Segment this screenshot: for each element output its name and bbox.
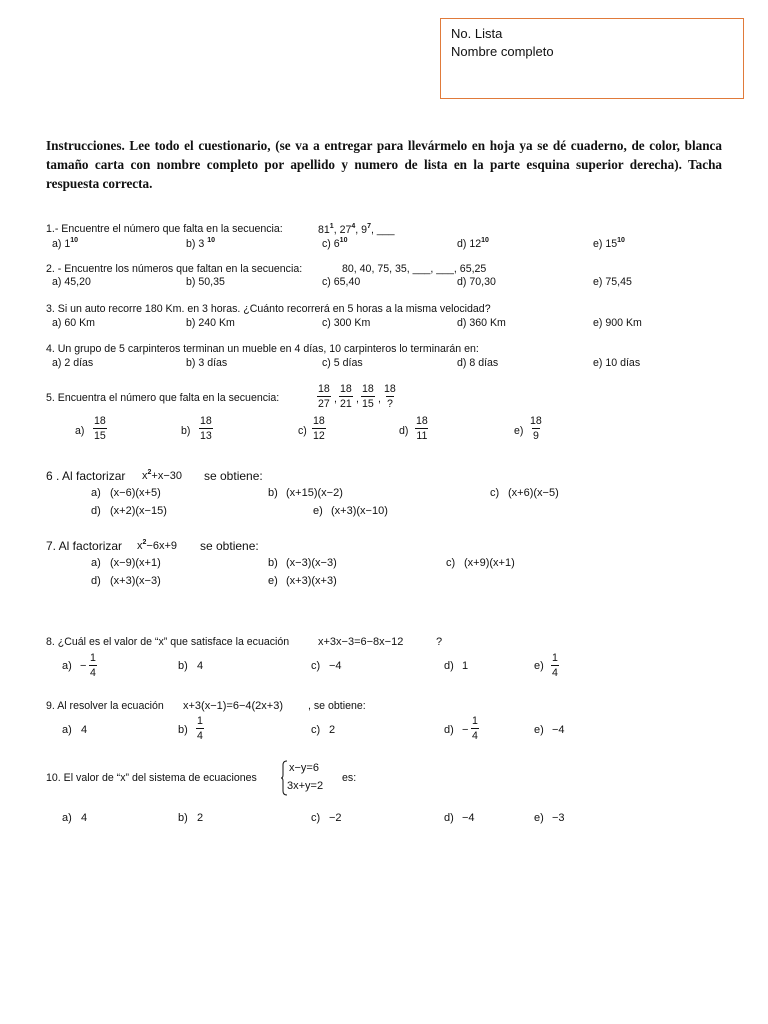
q6-option-e-value[interactable]: (x+3)(x−10) <box>331 505 388 517</box>
q10-option-d-value[interactable]: −4 <box>462 812 475 824</box>
name-box <box>440 18 744 99</box>
q10-equation-2: 3x+y=2 <box>287 780 324 792</box>
q5-seq-fraction: $\frac{18}{21}$ <box>340 383 352 410</box>
q2-option-c[interactable]: c) 65,40 <box>322 276 361 288</box>
q5-option-a-fraction[interactable]: $\frac{18}{15}$ <box>94 415 106 442</box>
q2-sequence: 80, 40, 75, 35, ___, ___, 65,25 <box>342 263 487 275</box>
q6-option-a-value[interactable]: (x−6)(x+5) <box>110 487 161 499</box>
q9-option-e-value[interactable]: −4 <box>552 724 565 736</box>
q7-option-e-value[interactable]: (x+3)(x+3) <box>286 575 337 587</box>
q6-option-c-value[interactable]: (x+6)(x−5) <box>508 487 559 499</box>
full-name-label: Nombre completo <box>451 44 554 59</box>
q6-option-c-label[interactable]: c) <box>490 487 500 499</box>
q6-option-b-value[interactable]: (x+15)(x−2) <box>286 487 343 499</box>
q6-option-e-label[interactable]: e) <box>313 505 323 517</box>
q8-prompt: 8. ¿Cuál es el valor de “x” que satisface la ecuación <box>46 636 290 648</box>
q10-option-c-value[interactable]: −2 <box>329 812 342 824</box>
q5-option-d-label[interactable]: d) <box>399 425 409 437</box>
q3-option-d[interactable]: d) 360 Km <box>457 317 506 329</box>
q4-prompt: 4. Un grupo de 5 carpinteros terminan un mueble en 4 días, 10 carpinteros lo terminarán en: <box>46 343 479 355</box>
q4-option-d[interactable]: d) 8 días <box>457 357 499 369</box>
q5-option-b-label[interactable]: b) <box>181 425 191 437</box>
q5-option-a-label[interactable]: a) <box>75 425 85 437</box>
q8-option-c-label[interactable]: c) <box>311 660 321 672</box>
q9-option-b-label[interactable]: b) <box>178 724 188 736</box>
list-number-label: No. Lista <box>451 26 503 41</box>
q7-option-b-label[interactable]: b) <box>268 557 278 569</box>
q5-seq-fraction: $\frac{18}{15}$ <box>362 383 374 410</box>
q2-prompt: 2. - Encuentre los números que faltan en la secuencia: <box>46 263 303 275</box>
q5-option-e-label[interactable]: e) <box>514 425 524 437</box>
q10-option-e-value[interactable]: −3 <box>552 812 565 824</box>
q7-option-d-value[interactable]: (x+3)(x−3) <box>110 575 161 587</box>
q10-option-b-value[interactable]: 2 <box>197 812 204 824</box>
q7-prompt: 7. Al factorizar <box>46 539 123 553</box>
q2-option-a[interactable]: a) 45,20 <box>52 276 91 288</box>
q10-option-a-value[interactable]: 4 <box>81 812 88 824</box>
q6-expression: $x^2+x-30$ <box>142 469 182 482</box>
q9-option-b-fraction[interactable]: $\frac{1}{4}$ <box>197 715 203 742</box>
q10-tail: es: <box>342 772 357 784</box>
q8-option-d-value[interactable]: 1 <box>462 660 469 672</box>
q4-option-a[interactable]: a) 2 días <box>52 357 94 369</box>
q10-option-b-label[interactable]: b) <box>178 812 188 824</box>
q5-option-d-fraction[interactable]: $\frac{18}{11}$ <box>416 415 428 442</box>
q9-prompt: 9. Al resolver la ecuación <box>46 700 164 712</box>
q10-equation-1: x−y=6 <box>289 762 319 774</box>
q9-option-a-label[interactable]: a) <box>62 724 72 736</box>
q8-option-e-label[interactable]: e) <box>534 660 544 672</box>
q5-seq-comma: , <box>334 393 337 405</box>
q2-option-d[interactable]: d) 70,30 <box>457 276 496 288</box>
q4-option-b[interactable]: b) 3 días <box>186 357 228 369</box>
q8-option-e-fraction[interactable]: $\frac{1}{4}$ <box>552 652 558 679</box>
q8-option-b-label[interactable]: b) <box>178 660 188 672</box>
q9-option-d-fraction[interactable]: $\frac{1}{4}$ <box>472 715 478 742</box>
q2-option-b[interactable]: b) 50,35 <box>186 276 225 288</box>
q10-option-a-label[interactable]: a) <box>62 812 72 824</box>
q6-option-d-label[interactable]: d) <box>91 505 101 517</box>
q7-expression: $x^2-6x+9$ <box>137 539 177 552</box>
q7-option-c-value[interactable]: (x+9)(x+1) <box>464 557 515 569</box>
q9-option-c-value[interactable]: 2 <box>329 724 336 736</box>
q1-sequence: $81^1$, $27^4$, $9^7$, ___ <box>318 223 395 236</box>
q9-option-d-label[interactable]: d) <box>444 724 454 736</box>
q8-option-a-label[interactable]: a) <box>62 660 72 672</box>
q7-option-d-label[interactable]: d) <box>91 575 101 587</box>
q1-prompt: 1.- Encuentre el número que falta en la secuencia: <box>46 223 283 235</box>
q6-tail: se obtiene: <box>204 469 263 483</box>
q6-option-b-label[interactable]: b) <box>268 487 278 499</box>
q5-prompt: 5. Encuentra el número que falta en la secuencia: <box>46 392 280 404</box>
q9-option-e-label[interactable]: e) <box>534 724 544 736</box>
q5-option-c-label[interactable]: c) <box>298 425 307 437</box>
q3-option-c[interactable]: c) 300 Km <box>322 317 371 329</box>
q6-option-a-label[interactable]: a) <box>91 487 101 499</box>
q6-prompt: 6 . Al factorizar <box>46 469 126 483</box>
q8-option-d-label[interactable]: d) <box>444 660 454 672</box>
q4-option-e[interactable]: e) 10 días <box>593 357 641 369</box>
q1-option-c[interactable]: c) $6^{10}$ <box>322 237 348 250</box>
q10-option-e-label[interactable]: e) <box>534 812 544 824</box>
q10-option-c-label[interactable]: c) <box>311 812 321 824</box>
q8-option-b-value[interactable]: 4 <box>197 660 204 672</box>
q9-tail: , se obtiene: <box>308 700 366 712</box>
q5-seq-comma: , <box>356 393 359 405</box>
q5-option-e-fraction[interactable]: $\frac{18}{9}$ <box>530 415 542 442</box>
q7-option-a-label[interactable]: a) <box>91 557 101 569</box>
q8-equation: x+3x−3=6−8x−12 <box>318 636 404 648</box>
q10-option-d-label[interactable]: d) <box>444 812 454 824</box>
q5-option-b-fraction[interactable]: $\frac{18}{13}$ <box>200 415 212 442</box>
q9-option-d-minus[interactable]: − <box>462 724 469 736</box>
q3-option-a[interactable]: a) 60 Km <box>52 317 95 329</box>
q1-option-e[interactable]: e) $15^{10}$ <box>593 237 625 250</box>
q5-seq-fraction: $\frac{18}{27}$ <box>318 383 330 410</box>
q3-option-e[interactable]: e) 900 Km <box>593 317 642 329</box>
q1-option-d[interactable]: d) $12^{10}$ <box>457 237 489 250</box>
q7-option-e-label[interactable]: e) <box>268 575 278 587</box>
q8-option-c-value[interactable]: −4 <box>329 660 342 672</box>
q8-option-a-fraction[interactable]: $\frac{1}{4}$ <box>90 652 96 679</box>
q2-option-e[interactable]: e) 75,45 <box>593 276 632 288</box>
q6-option-d-value[interactable]: (x+2)(x−15) <box>110 505 167 517</box>
q9-option-a-value[interactable]: 4 <box>81 724 88 736</box>
q1-option-a[interactable]: a) $1^{10}$ <box>52 237 79 250</box>
q3-option-b[interactable]: b) 240 Km <box>186 317 235 329</box>
q7-tail: se obtiene: <box>200 539 259 553</box>
q4-option-c[interactable]: c) 5 días <box>322 357 363 369</box>
q7-option-b-value[interactable]: (x−3)(x−3) <box>286 557 337 569</box>
q8-tail: ? <box>436 636 443 648</box>
q7-option-c-label[interactable]: c) <box>446 557 456 569</box>
q10-prompt: 10. El valor de “x” del sistema de ecuaciones <box>46 772 257 784</box>
q5-option-c-fraction[interactable]: $\frac{18}{12}$ <box>313 415 325 442</box>
q9-equation: x+3(x−1)=6−4(2x+3) <box>183 700 283 712</box>
q8-option-a-minus[interactable]: − <box>80 660 87 672</box>
q3-prompt: 3. Si un auto recorre 180 Km. en 3 horas. ¿Cuánto recorrerá en 5 horas a la misma velocidad? <box>46 303 491 315</box>
instructions: Instrucciones. Lee todo el cuestionario, (se va a entregar para llevármelo en hoja ya se dé cuaderno, de color, blanca tamaño carta con nombre completo por apellido y numero de lista en la parte esquina superior derecha). Tacha respuesta correcta. <box>46 138 722 191</box>
q1-option-b[interactable]: b) 3 $^{10}$ <box>186 237 216 250</box>
q5-seq-fraction: 18 ? <box>384 383 396 410</box>
q9-option-c-label[interactable]: c) <box>311 724 321 736</box>
q5-seq-comma: , <box>378 393 381 405</box>
q7-option-a-value[interactable]: (x−9)(x+1) <box>110 557 161 569</box>
